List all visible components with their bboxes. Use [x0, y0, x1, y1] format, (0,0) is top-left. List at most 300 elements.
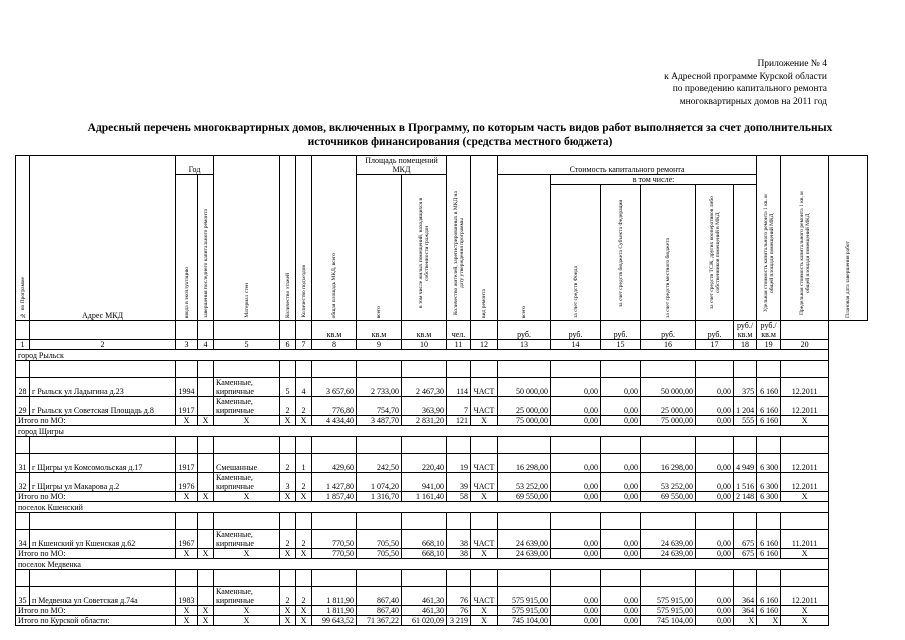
- table-cell: Каменные, кирпичные: [214, 587, 280, 606]
- empty-cell: [757, 570, 781, 587]
- table-cell: 1: [296, 454, 312, 473]
- subtotal-cell: 6 160: [757, 416, 781, 426]
- grand-total-cell: X: [781, 616, 829, 626]
- unit-cell: [471, 321, 498, 340]
- subtotal-cell: 69 550,00: [498, 492, 551, 502]
- empty-cell: [757, 437, 781, 454]
- table-cell: Каменные, кирпичные: [214, 473, 280, 492]
- grand-total-cell: X: [296, 616, 312, 626]
- table-cell: ЧАСТ: [471, 587, 498, 606]
- unit-cell: [214, 321, 280, 340]
- table-cell: 0,00: [696, 454, 734, 473]
- empty-cell: [447, 437, 471, 454]
- empty-cell: [30, 570, 176, 587]
- table-cell: Каменные, кирпичные: [214, 530, 280, 549]
- empty-cell: [696, 361, 734, 378]
- section-row: [16, 559, 868, 570]
- table-cell: ЧАСТ: [471, 473, 498, 492]
- empty-cell: [296, 361, 312, 378]
- subtotal-cell: X: [176, 416, 198, 426]
- empty-cell: [402, 361, 447, 378]
- subtotal-cell: X: [198, 549, 214, 559]
- empty-cell: [176, 570, 198, 587]
- table-cell: 6 160: [757, 397, 781, 416]
- table-cell: 0,00: [551, 378, 601, 397]
- subtotal-cell: 461,30: [402, 606, 447, 616]
- unit-cell: руб.: [498, 321, 551, 340]
- subtotal-cell: 38: [447, 549, 471, 559]
- subtotal-cell: 575 915,00: [498, 606, 551, 616]
- empty-cell: [176, 361, 198, 378]
- subtotal-cell: X: [471, 549, 498, 559]
- table-cell: 1 074,20: [357, 473, 402, 492]
- header-cell: всего: [357, 175, 402, 321]
- table-cell: 668,10: [402, 530, 447, 549]
- subtotal-cell: X: [280, 416, 296, 426]
- subtotal-cell: X: [176, 549, 198, 559]
- empty-cell: [471, 513, 498, 530]
- header-cell: Количество этажей: [280, 156, 296, 321]
- unit-cell: руб./кв.м: [757, 321, 781, 340]
- empty-cell: [280, 361, 296, 378]
- table-cell: 28: [16, 378, 30, 397]
- empty-cell: [551, 437, 601, 454]
- empty-cell: [734, 570, 757, 587]
- subtotal-cell: X: [198, 492, 214, 502]
- header-cell: Плановая дата завершения работ: [829, 156, 868, 321]
- subtotal-cell: X: [296, 606, 312, 616]
- unit-cell: [781, 321, 829, 340]
- units-row: [16, 321, 868, 340]
- column-number-cell: 19: [757, 340, 781, 350]
- table-row: [16, 473, 868, 492]
- empty-cell: [214, 570, 280, 587]
- table-cell: 364: [734, 587, 757, 606]
- table-cell: 0,00: [551, 473, 601, 492]
- table-cell: 363,90: [402, 397, 447, 416]
- grand-total-cell: X: [280, 616, 296, 626]
- unit-cell: кв.м: [312, 321, 357, 340]
- grand-total-cell: 0,00: [601, 616, 641, 626]
- subtotal-row: [16, 549, 868, 559]
- subtotal-cell: 555: [734, 416, 757, 426]
- subtotal-row: [16, 416, 868, 426]
- unit-cell: [30, 321, 176, 340]
- column-number-cell: 2: [30, 340, 176, 350]
- table-cell: 0,00: [696, 473, 734, 492]
- column-number-cell: 17: [696, 340, 734, 350]
- table-cell: 50 000,00: [498, 378, 551, 397]
- grand-total-row: [16, 616, 868, 626]
- table-cell: 16 298,00: [498, 454, 551, 473]
- unit-cell: руб.: [641, 321, 696, 340]
- section-row: [16, 502, 868, 513]
- table-cell: 575 915,00: [498, 587, 551, 606]
- table-cell: 705,50: [357, 530, 402, 549]
- grand-total-cell: 745 104,00: [498, 616, 551, 626]
- empty-cell: [214, 361, 280, 378]
- title-line: Адресный перечень многоквартирных домов, включенных в Программу, по которым часть видов работ выполняется за счет дополнительных: [87, 122, 833, 134]
- subtotal-cell: 0,00: [696, 416, 734, 426]
- table-cell: [198, 473, 214, 492]
- table-cell: 0,00: [696, 397, 734, 416]
- table-cell: 0,00: [696, 378, 734, 397]
- table-cell: п Медвенка ул Советская д.74а: [30, 587, 176, 606]
- table-cell: Каменные, кирпичные: [214, 378, 280, 397]
- empty-cell: [357, 437, 402, 454]
- empty-cell: [312, 361, 357, 378]
- table-row: [16, 530, 868, 549]
- table-cell: 1 427,80: [312, 473, 357, 492]
- annex-line: к Адресной программе Курской области: [664, 71, 827, 82]
- section-name: поселок Кшенский: [16, 502, 829, 513]
- header-cell: общая площадь МКД, всего: [312, 156, 357, 321]
- empty-cell: [696, 513, 734, 530]
- table-cell: 53 252,00: [498, 473, 551, 492]
- empty-cell: [176, 437, 198, 454]
- table-cell: 19: [447, 454, 471, 473]
- empty-cell: [601, 361, 641, 378]
- table-cell: 575 915,00: [641, 587, 696, 606]
- table-cell: 12.2011: [781, 378, 829, 397]
- empty-cell: [198, 361, 214, 378]
- table-cell: 675: [734, 530, 757, 549]
- header-cell: ввода в эксплуатацию: [176, 175, 198, 321]
- column-number-cell: 5: [214, 340, 280, 350]
- empty-cell: [781, 361, 829, 378]
- table-cell: 31: [16, 454, 30, 473]
- table-cell: 4: [296, 378, 312, 397]
- empty-cell: [176, 513, 198, 530]
- table-cell: 50 000,00: [641, 378, 696, 397]
- empty-cell: [447, 513, 471, 530]
- subtotal-cell: X: [176, 492, 198, 502]
- header-cell: всего: [498, 175, 551, 321]
- grand-total-cell: 745 104,00: [641, 616, 696, 626]
- empty-cell: [471, 437, 498, 454]
- grand-total-cell: X: [734, 616, 757, 626]
- table-cell: 24 639,00: [498, 530, 551, 549]
- subtotal-cell: 0,00: [601, 549, 641, 559]
- empty-cell: [312, 437, 357, 454]
- empty-cell: [734, 513, 757, 530]
- unit-cell: руб.: [696, 321, 734, 340]
- table-cell: 11.2011: [781, 530, 829, 549]
- subtotal-row: [16, 606, 868, 616]
- grand-total-cell: 99 643,52: [312, 616, 357, 626]
- table-cell: 776,80: [312, 397, 357, 416]
- table-cell: 1 516: [734, 473, 757, 492]
- empty-cell: [447, 570, 471, 587]
- table-cell: 1976: [176, 473, 198, 492]
- subtotal-cell: 364: [734, 606, 757, 616]
- table-cell: 0,00: [696, 587, 734, 606]
- subtotal-cell: 3 487,70: [357, 416, 402, 426]
- table-cell: 220,40: [402, 454, 447, 473]
- empty-cell: [781, 437, 829, 454]
- empty-cell: [198, 513, 214, 530]
- subtotal-cell: X: [471, 492, 498, 502]
- header-cell: в том числе жилых помещений, находящихся в собственности граждан: [402, 175, 447, 321]
- table-cell: 0,00: [551, 530, 601, 549]
- table-cell: г Рыльск ул Советская Площадь д.8: [30, 397, 176, 416]
- header-cell: Год: [176, 156, 214, 175]
- empty-cell: [601, 513, 641, 530]
- table-cell: ЧАСТ: [471, 397, 498, 416]
- subtotal-cell: 24 639,00: [641, 549, 696, 559]
- table-cell: г Рыльск ул Ладыгина д.23: [30, 378, 176, 397]
- subtotal-cell: 0,00: [601, 416, 641, 426]
- column-number-cell: 9: [357, 340, 402, 350]
- empty-cell: [781, 513, 829, 530]
- empty-cell: [551, 570, 601, 587]
- subtotal-cell: X: [296, 549, 312, 559]
- subtotal-label: Итого по МО:: [16, 492, 176, 502]
- header-cell: Предельная стоимость капитального ремонта 1 кв. м общей площади помещений МКД: [781, 156, 829, 321]
- header-cell: Адрес МКД: [30, 156, 176, 321]
- subtotal-cell: 1 857,40: [312, 492, 357, 502]
- subtotal-cell: 0,00: [601, 492, 641, 502]
- grand-total-cell: 3 219: [447, 616, 471, 626]
- subtotal-cell: X: [214, 606, 280, 616]
- subtotal-cell: 2 148: [734, 492, 757, 502]
- table-cell: 0,00: [601, 530, 641, 549]
- subtotal-cell: X: [296, 492, 312, 502]
- empty-cell: [30, 513, 176, 530]
- subtotal-cell: 1 811,90: [312, 606, 357, 616]
- empty-cell: [357, 513, 402, 530]
- table-cell: 2: [296, 473, 312, 492]
- empty-cell: [280, 513, 296, 530]
- unit-cell: кв.м: [357, 321, 402, 340]
- empty-cell: [781, 570, 829, 587]
- table-cell: 429,60: [312, 454, 357, 473]
- spacer-row: [16, 570, 868, 587]
- header-cell: [734, 185, 757, 321]
- grand-total-cell: X: [176, 616, 198, 626]
- header-cell: за счет средств бюджета Субъекта Федерации: [601, 185, 641, 321]
- empty-cell: [696, 437, 734, 454]
- table-cell: 0,00: [601, 473, 641, 492]
- table-cell: 25 000,00: [498, 397, 551, 416]
- empty-cell: [280, 570, 296, 587]
- subtotal-cell: 0,00: [551, 416, 601, 426]
- table-cell: 1917: [176, 397, 198, 416]
- grand-total-label: Итого по Курской области:: [16, 616, 176, 626]
- table-row: [16, 587, 868, 606]
- header-cell: Количество подъездов: [296, 156, 312, 321]
- subtotal-cell: X: [781, 606, 829, 616]
- table-cell: 2: [280, 530, 296, 549]
- empty-cell: [498, 570, 551, 587]
- document-title: [40, 121, 880, 149]
- table-cell: г Щигры ул Комсомольская д.17: [30, 454, 176, 473]
- header-cell: за счет средств местного бюджета: [641, 185, 696, 321]
- subtotal-cell: 668,10: [402, 549, 447, 559]
- subtotal-cell: 705,50: [357, 549, 402, 559]
- subtotal-cell: X: [280, 492, 296, 502]
- table-cell: 770,50: [312, 530, 357, 549]
- empty-cell: [214, 437, 280, 454]
- subtotal-row: [16, 492, 868, 502]
- table-cell: [198, 454, 214, 473]
- table-cell: 1994: [176, 378, 198, 397]
- empty-cell: [551, 513, 601, 530]
- table-cell: ЧАСТ: [471, 530, 498, 549]
- subtotal-cell: X: [176, 606, 198, 616]
- section-row: [16, 426, 868, 437]
- unit-cell: [176, 321, 198, 340]
- empty-cell: [641, 361, 696, 378]
- empty-cell: [296, 437, 312, 454]
- column-number-cell: 20: [781, 340, 829, 350]
- grand-total-cell: X: [757, 616, 781, 626]
- unit-cell: [16, 321, 30, 340]
- table-cell: 1 204: [734, 397, 757, 416]
- subtotal-cell: X: [280, 549, 296, 559]
- subtotal-cell: 0,00: [551, 606, 601, 616]
- column-number-row: [16, 340, 868, 350]
- header-cell: завершения последнего капитального ремонта: [198, 175, 214, 321]
- empty-cell: [498, 361, 551, 378]
- empty-cell: [641, 513, 696, 530]
- subtotal-cell: 69 550,00: [641, 492, 696, 502]
- empty-cell: [16, 513, 30, 530]
- table-cell: 5: [280, 378, 296, 397]
- header-cell: вид ремонта: [471, 156, 498, 321]
- column-number-cell: 10: [402, 340, 447, 350]
- empty-cell: [551, 361, 601, 378]
- subtotal-cell: X: [198, 416, 214, 426]
- table-cell: 2: [280, 397, 296, 416]
- subtotal-cell: 770,50: [312, 549, 357, 559]
- table-cell: 6 300: [757, 473, 781, 492]
- table-cell: 12.2011: [781, 454, 829, 473]
- table-cell: 76: [447, 587, 471, 606]
- empty-cell: [447, 361, 471, 378]
- table-cell: 24 639,00: [641, 530, 696, 549]
- subtotal-cell: X: [280, 606, 296, 616]
- subtotal-cell: 0,00: [601, 606, 641, 616]
- subtotal-cell: X: [471, 416, 498, 426]
- subtotal-cell: 121: [447, 416, 471, 426]
- subtotal-cell: 58: [447, 492, 471, 502]
- table-cell: 12.2011: [781, 587, 829, 606]
- table-cell: [198, 587, 214, 606]
- column-number-cell: 18: [734, 340, 757, 350]
- table-cell: 0,00: [601, 587, 641, 606]
- column-number-cell: 11: [447, 340, 471, 350]
- empty-cell: [30, 437, 176, 454]
- column-number-cell: 13: [498, 340, 551, 350]
- table-cell: 3 657,60: [312, 378, 357, 397]
- empty-cell: [471, 570, 498, 587]
- empty-cell: [757, 513, 781, 530]
- address-list-table: [15, 155, 868, 626]
- subtotal-cell: 24 639,00: [498, 549, 551, 559]
- table-cell: г Щигры ул Макарова д.2: [30, 473, 176, 492]
- subtotal-cell: 6 300: [757, 492, 781, 502]
- table-cell: 6 160: [757, 587, 781, 606]
- table-cell: 242,50: [357, 454, 402, 473]
- table-cell: 25 000,00: [641, 397, 696, 416]
- grand-total-cell: X: [471, 616, 498, 626]
- grand-total-cell: 0,00: [696, 616, 734, 626]
- subtotal-cell: 6 160: [757, 549, 781, 559]
- subtotal-cell: 76: [447, 606, 471, 616]
- section-name: город Рыльск: [16, 350, 829, 361]
- table-cell: [198, 378, 214, 397]
- empty-cell: [312, 570, 357, 587]
- subtotal-cell: X: [781, 492, 829, 502]
- header-cell: Стоимость капитального ремонта: [498, 156, 757, 175]
- section-name: город Щигры: [16, 426, 829, 437]
- table-cell: 2: [280, 587, 296, 606]
- table-cell: 38: [447, 530, 471, 549]
- subtotal-cell: X: [214, 416, 280, 426]
- empty-cell: [30, 361, 176, 378]
- empty-cell: [357, 570, 402, 587]
- table-cell: 6 160: [757, 378, 781, 397]
- empty-cell: [641, 570, 696, 587]
- unit-cell: [280, 321, 296, 340]
- table-cell: 32: [16, 473, 30, 492]
- header-cell: за счет средств Фонда: [551, 185, 601, 321]
- table-cell: 16 298,00: [641, 454, 696, 473]
- unit-cell: чел.: [447, 321, 471, 340]
- subtotal-cell: 75 000,00: [498, 416, 551, 426]
- table-cell: 7: [447, 397, 471, 416]
- table-cell: п Кшенский ул Кшенская д.62: [30, 530, 176, 549]
- annex-line: Приложение № 4: [757, 59, 827, 69]
- table-cell: 0,00: [696, 530, 734, 549]
- header-cell: № по Программе: [16, 156, 30, 321]
- column-number-cell: 16: [641, 340, 696, 350]
- empty-cell: [734, 361, 757, 378]
- table-cell: 867,40: [357, 587, 402, 606]
- subtotal-label: Итого по МО:: [16, 606, 176, 616]
- table-cell: 6 160: [757, 530, 781, 549]
- spacer-row: [16, 437, 868, 454]
- subtotal-cell: 6 160: [757, 606, 781, 616]
- empty-cell: [734, 437, 757, 454]
- grand-total-cell: 0,00: [551, 616, 601, 626]
- unit-cell: [198, 321, 214, 340]
- subtotal-cell: X: [781, 549, 829, 559]
- empty-cell: [312, 513, 357, 530]
- column-number-cell: 14: [551, 340, 601, 350]
- empty-cell: [402, 570, 447, 587]
- section-name: поселок Медвенка: [16, 559, 829, 570]
- column-number-cell: 7: [296, 340, 312, 350]
- title-line: источников финансирования (средства местного бюджета): [307, 136, 613, 148]
- grand-total-cell: X: [214, 616, 280, 626]
- empty-cell: [198, 570, 214, 587]
- annex-line: многоквартирных домов на 2011 год: [679, 96, 827, 107]
- subtotal-cell: 675: [734, 549, 757, 559]
- table-cell: 39: [447, 473, 471, 492]
- subtotal-cell: 0,00: [551, 549, 601, 559]
- table-cell: 0,00: [551, 397, 601, 416]
- unit-cell: руб.: [551, 321, 601, 340]
- table-cell: 2 467,30: [402, 378, 447, 397]
- empty-cell: [402, 437, 447, 454]
- subtotal-cell: 1 316,70: [357, 492, 402, 502]
- spacer-row: [16, 513, 868, 530]
- empty-cell: [498, 513, 551, 530]
- subtotal-cell: 2 831,20: [402, 416, 447, 426]
- subtotal-cell: 1 161,40: [402, 492, 447, 502]
